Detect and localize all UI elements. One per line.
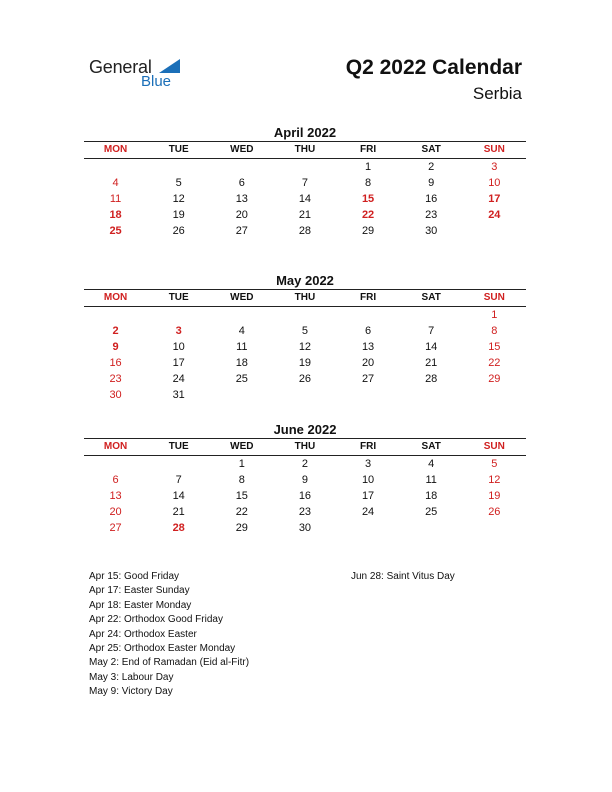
- day-cell: 18: [425, 490, 438, 502]
- day-cell: [400, 520, 463, 536]
- day-cell: 9: [428, 177, 435, 189]
- holiday-note: May 3: Labour Day: [89, 671, 174, 683]
- country-name: Serbia: [472, 84, 522, 103]
- day-cell: 29: [235, 522, 248, 534]
- day-cell: 21: [425, 357, 438, 369]
- day-cell: 17: [172, 357, 185, 369]
- weekday-label: WED: [230, 292, 254, 303]
- day-cell: 15: [488, 341, 501, 353]
- day-cell: 3: [365, 458, 372, 470]
- week-row: [84, 387, 526, 403]
- day-cell: 29: [488, 373, 501, 385]
- week-row: [84, 307, 526, 323]
- weekday-label: TUE: [168, 292, 189, 303]
- weekday-label: SAT: [421, 144, 441, 155]
- week-row: [84, 355, 526, 371]
- weekday-label: MON: [103, 144, 128, 155]
- week-row: [84, 456, 526, 472]
- weekday-header: [84, 289, 526, 307]
- day-cell: [84, 307, 147, 323]
- month-title: May 2022: [276, 273, 334, 288]
- holiday-note: Jun 28: Saint Vitus Day: [351, 571, 455, 582]
- day-cell: 27: [361, 373, 375, 385]
- holiday-list-right: [351, 570, 455, 584]
- day-cell: [273, 159, 336, 175]
- week-row: [84, 207, 526, 223]
- weekday-label: TUE: [168, 441, 189, 452]
- weekday-label: SUN: [483, 441, 505, 452]
- weekday-label: SAT: [421, 292, 441, 303]
- weekday-label: THU: [294, 292, 316, 303]
- week-row: [84, 488, 526, 504]
- day-cell: 30: [109, 389, 122, 401]
- holiday-note: Apr 18: Easter Monday: [89, 599, 192, 611]
- day-cell: 13: [109, 490, 122, 502]
- day-cell: [147, 159, 210, 175]
- day-cell: 12: [172, 193, 185, 205]
- day-cell: 5: [301, 325, 308, 337]
- day-cell: 18: [109, 209, 122, 221]
- day-cell: 5: [491, 458, 498, 470]
- day-cell: 16: [109, 357, 122, 369]
- day-cell: 20: [361, 357, 375, 369]
- day-cell: [273, 387, 336, 403]
- day-cell: 8: [491, 325, 498, 337]
- day-cell: 19: [298, 357, 312, 369]
- day-cell: 17: [488, 193, 501, 205]
- week-row: [84, 339, 526, 355]
- week-row: [84, 191, 526, 207]
- day-cell: 16: [425, 193, 438, 205]
- day-cell: 26: [298, 373, 312, 385]
- holiday-note: May 2: End of Ramadan (Eid al-Fitr): [89, 657, 250, 669]
- day-cell: 25: [235, 373, 248, 385]
- day-cell: 8: [365, 177, 372, 189]
- holiday-note: Apr 22: Orthodox Good Friday: [89, 614, 223, 626]
- day-cell: 14: [298, 193, 312, 205]
- day-cell: 5: [175, 177, 182, 189]
- day-cell: 21: [298, 209, 312, 221]
- day-cell: 16: [298, 490, 312, 502]
- day-cell: 12: [488, 474, 501, 486]
- day-cell: 26: [488, 506, 501, 518]
- week-row: [84, 159, 526, 175]
- weekday-label: SAT: [421, 441, 441, 452]
- month-block: [84, 273, 526, 403]
- day-cell: [337, 520, 400, 536]
- day-cell: 2: [301, 458, 308, 470]
- day-cell: 20: [235, 209, 248, 221]
- day-cell: 13: [235, 193, 248, 205]
- week-row: [84, 175, 526, 191]
- day-cell: 23: [109, 373, 122, 385]
- day-cell: 30: [298, 522, 312, 534]
- day-cell: 22: [488, 357, 501, 369]
- day-cell: 20: [109, 506, 122, 518]
- day-cell: 25: [425, 506, 438, 518]
- day-cell: 24: [488, 209, 501, 221]
- day-cell: 3: [175, 325, 182, 337]
- day-cell: 6: [365, 325, 372, 337]
- day-cell: 28: [425, 373, 438, 385]
- weekday-label: SUN: [483, 144, 505, 155]
- day-cell: 15: [361, 193, 375, 205]
- day-cell: 23: [298, 506, 312, 518]
- week-row: [84, 520, 526, 536]
- day-cell: 21: [172, 506, 185, 518]
- day-cell: 10: [488, 177, 501, 189]
- day-cell: 6: [112, 474, 119, 486]
- day-cell: 11: [425, 474, 437, 486]
- logo: [89, 57, 189, 93]
- holiday-note: Apr 15: Good Friday: [89, 571, 180, 582]
- month-block: [84, 125, 526, 239]
- day-cell: 24: [361, 506, 375, 518]
- day-cell: 4: [428, 458, 435, 470]
- day-cell: 22: [361, 209, 375, 221]
- day-cell: 12: [298, 341, 312, 353]
- day-cell: 26: [172, 225, 185, 237]
- day-cell: 10: [361, 474, 375, 486]
- weekday-header: [84, 438, 526, 456]
- day-cell: 9: [301, 474, 308, 486]
- day-cell: [84, 456, 147, 472]
- weekday-label: MON: [103, 441, 128, 452]
- day-cell: 13: [361, 341, 375, 353]
- day-cell: [210, 387, 273, 403]
- day-cell: 1: [365, 161, 372, 173]
- weekday-label: TUE: [168, 144, 189, 155]
- day-cell: [147, 456, 210, 472]
- day-cell: 1: [238, 458, 245, 470]
- day-cell: [463, 223, 526, 239]
- weekday-label: FRI: [360, 441, 377, 452]
- logo-triangle-icon: [159, 59, 180, 73]
- day-cell: 19: [488, 490, 501, 502]
- weekday-label: WED: [230, 441, 254, 452]
- weekday-label: THU: [294, 144, 316, 155]
- day-cell: [273, 307, 336, 323]
- day-cell: 22: [235, 506, 248, 518]
- day-cell: 4: [112, 177, 119, 189]
- day-cell: 28: [298, 225, 312, 237]
- week-row: [84, 223, 526, 239]
- weekday-label: MON: [103, 292, 128, 303]
- day-cell: 15: [235, 490, 248, 502]
- weekday-header: [84, 141, 526, 159]
- page-title: Q2 2022 Calendar: [345, 56, 522, 79]
- weekday-label: FRI: [360, 144, 377, 155]
- day-cell: 4: [238, 325, 245, 337]
- week-row: [84, 371, 526, 387]
- weekday-label: WED: [230, 144, 254, 155]
- day-cell: [210, 307, 273, 323]
- weekday-label: THU: [294, 441, 316, 452]
- day-cell: [400, 387, 463, 403]
- day-cell: 28: [172, 522, 185, 534]
- weekday-label: SUN: [483, 292, 505, 303]
- holiday-list-left: [89, 570, 249, 700]
- day-cell: 7: [175, 474, 182, 486]
- day-cell: 18: [235, 357, 248, 369]
- day-cell: 11: [236, 341, 248, 353]
- day-cell: 14: [172, 490, 185, 502]
- day-cell: 14: [425, 341, 438, 353]
- day-cell: 30: [425, 225, 438, 237]
- day-cell: 24: [172, 373, 185, 385]
- day-cell: [210, 159, 273, 175]
- day-cell: 1: [491, 309, 498, 321]
- day-cell: 11: [109, 193, 122, 205]
- day-cell: 7: [301, 177, 308, 189]
- logo-blue-text: Blue: [141, 73, 172, 90]
- day-cell: 19: [172, 209, 185, 221]
- day-cell: 2: [112, 325, 119, 337]
- day-cell: 2: [428, 161, 435, 173]
- weekday-label: FRI: [360, 292, 377, 303]
- day-cell: [84, 159, 147, 175]
- week-row: [84, 504, 526, 520]
- day-cell: 6: [238, 177, 245, 189]
- day-cell: [337, 387, 400, 403]
- day-cell: 9: [112, 341, 119, 353]
- day-cell: [147, 307, 210, 323]
- holiday-note: Apr 24: Orthodox Easter: [89, 628, 197, 640]
- day-cell: 27: [235, 225, 248, 237]
- holiday-note: May 9: Victory Day: [89, 686, 173, 698]
- week-row: [84, 472, 526, 488]
- day-cell: 25: [109, 225, 122, 237]
- day-cell: [463, 387, 526, 403]
- day-cell: 10: [172, 341, 185, 353]
- logo-general-text: General: [89, 57, 152, 77]
- week-row: [84, 323, 526, 339]
- day-cell: 31: [172, 389, 185, 401]
- day-cell: 17: [361, 490, 375, 502]
- day-cell: 29: [361, 225, 375, 237]
- day-cell: 7: [428, 325, 435, 337]
- day-cell: [463, 520, 526, 536]
- day-cell: 3: [491, 161, 498, 173]
- day-cell: 23: [425, 209, 438, 221]
- day-cell: [400, 307, 463, 323]
- month-block: [84, 422, 526, 536]
- holiday-note: Apr 17: Easter Sunday: [89, 585, 190, 597]
- day-cell: 27: [109, 522, 122, 534]
- month-title: April 2022: [273, 125, 337, 140]
- month-title: June 2022: [273, 422, 337, 437]
- holiday-note: Apr 25: Orthodox Easter Monday: [89, 643, 236, 655]
- day-cell: 8: [238, 474, 245, 486]
- day-cell: [337, 307, 400, 323]
